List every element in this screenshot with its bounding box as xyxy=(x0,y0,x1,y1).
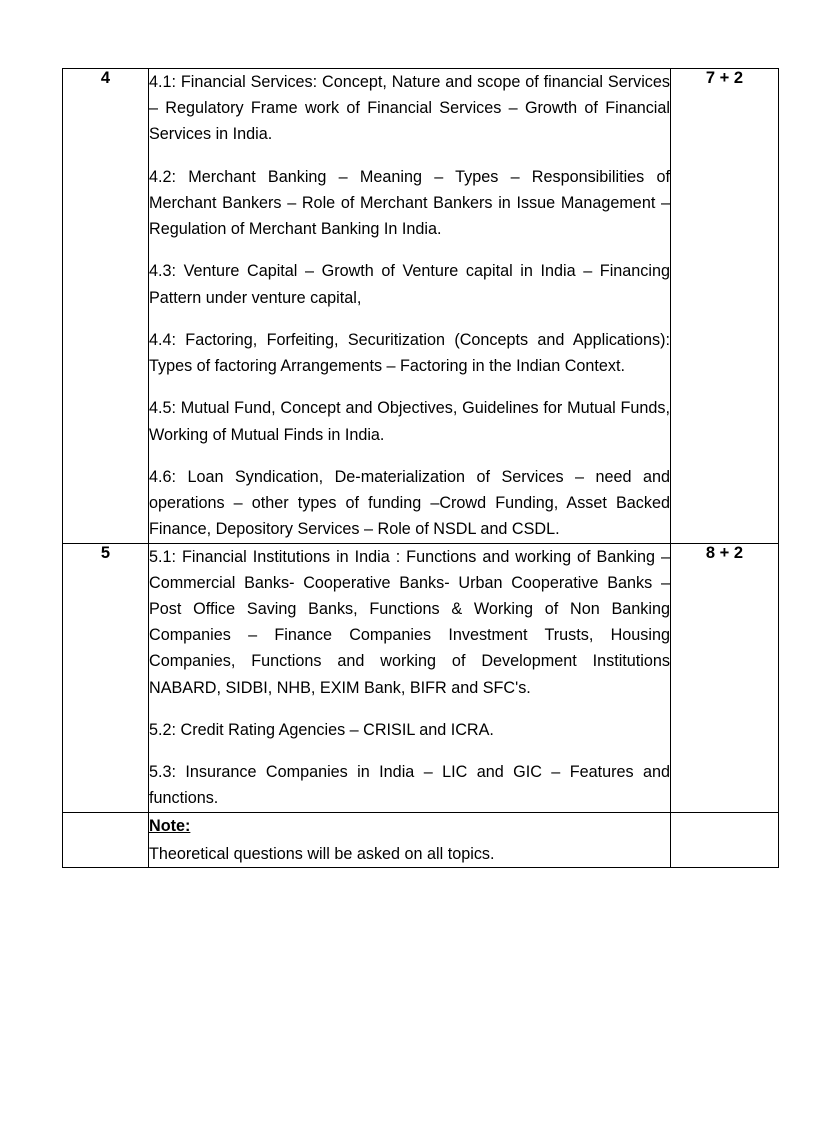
note-content-cell xyxy=(149,812,671,867)
syllabus-item: 4.6: Loan Syndication, De-materialization of Services – need and operations – other types of funding –Crowd Funding, Asset Backed Finance, Depository Services – Role of NSDL and CSDL. xyxy=(149,467,670,539)
note-marks-cell xyxy=(671,812,779,867)
table-row xyxy=(63,69,779,544)
note-text: Theoretical questions will be asked on all topics. xyxy=(149,844,495,863)
syllabus-item: 5.1: Financial Institutions in India : Functions and working of Banking – Commercial Banks- Cooperative Banks- Urban Cooperative Banks – Post Office Saving Banks, Functions & Working of Non Banking Companies – Finance Companies Investment Trusts, Housing Companies, Functions and working of Development Institutions NABARD, SIDBI, NHB, EXIM Bank, BIFR and SFC's. xyxy=(149,547,670,697)
note-row xyxy=(63,812,779,867)
syllabus-item: 4.1: Financial Services: Concept, Nature and scope of financial Services – Regulatory Frame work of Financial Services – Growth of Financial Services in India. xyxy=(149,73,670,144)
unit-content-cell xyxy=(149,543,671,812)
syllabus-item: 4.3: Venture Capital – Growth of Venture capital in India – Financing Pattern under venture capital, xyxy=(149,262,670,307)
unit-number-cell: 5 xyxy=(63,543,149,812)
syllabus-table xyxy=(62,68,779,868)
syllabus-item: 5.2: Credit Rating Agencies – CRISIL and ICRA. xyxy=(149,720,494,739)
unit-content-cell xyxy=(149,69,671,544)
note-unit-cell xyxy=(63,812,149,867)
syllabus-item: 4.4: Factoring, Forfeiting, Securitization (Concepts and Applications): Types of factoring Arrangements – Factoring in the Indian Context. xyxy=(149,330,670,376)
table-row xyxy=(63,543,779,812)
syllabus-item: 4.5: Mutual Fund, Concept and Objectives, Guidelines for Mutual Funds, Working of Mutual Finds in India. xyxy=(149,399,670,444)
note-title: Note: xyxy=(149,816,191,835)
marks-cell: 8 + 2 xyxy=(671,543,779,812)
unit-number-cell: 4 xyxy=(63,69,149,544)
marks-cell: 7 + 2 xyxy=(671,69,779,544)
syllabus-item: 4.2: Merchant Banking – Meaning – Types – Responsibilities of Merchant Bankers – Role of Merchant Bankers in Issue Management – Regulation of Merchant Banking In India. xyxy=(149,167,670,239)
syllabus-item: 5.3: Insurance Companies in India – LIC and GIC – Features and functions. xyxy=(149,763,670,808)
